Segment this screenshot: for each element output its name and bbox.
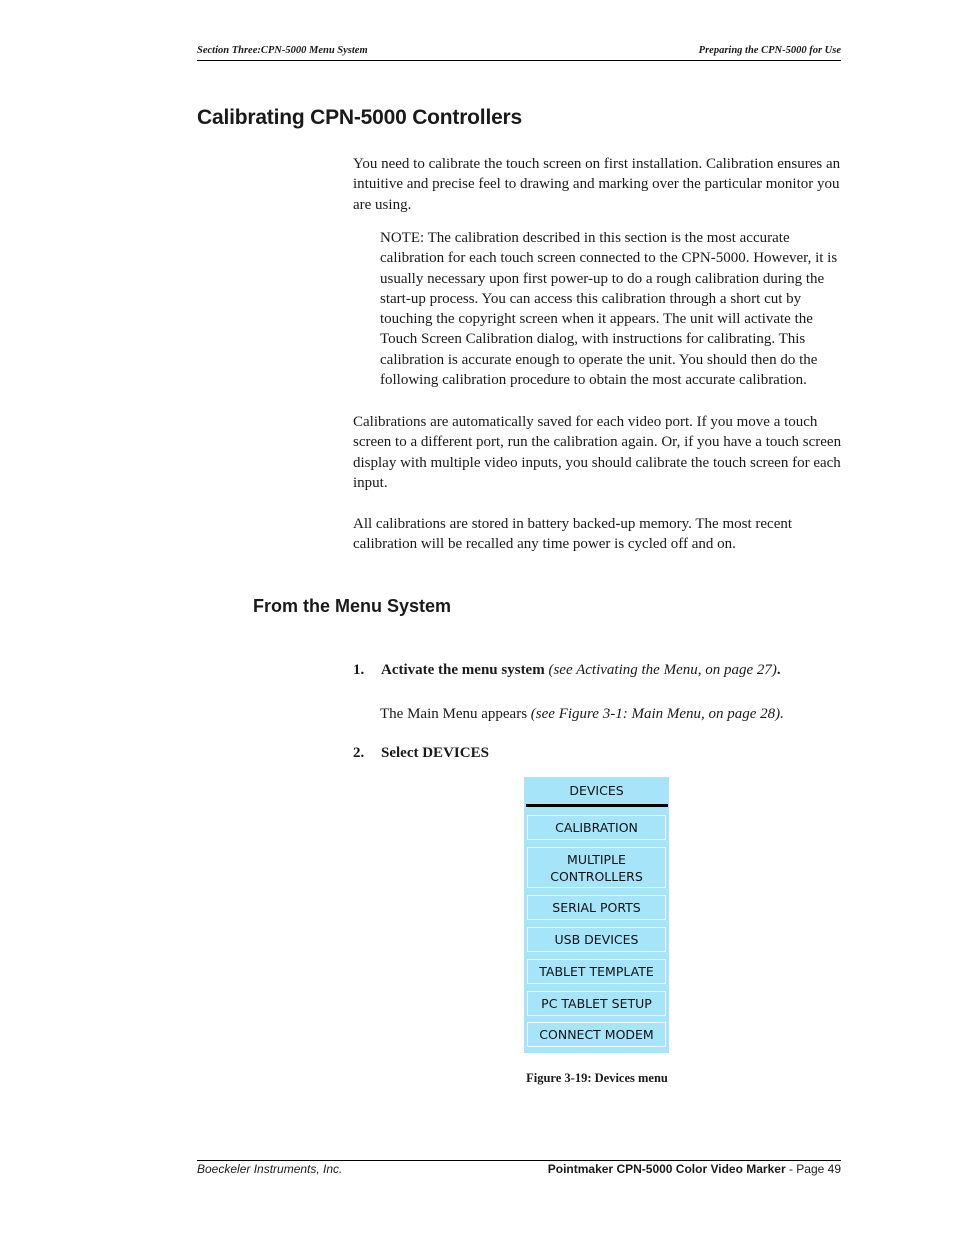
connect-modem-button[interactable]: CONNECT MODEM xyxy=(527,1022,666,1047)
running-footer xyxy=(197,1160,841,1176)
step-reference: (see Activating the Menu, on page 27) xyxy=(548,662,777,678)
step-2 xyxy=(353,743,489,763)
header-section: Section Three:CPN-5000 Menu System xyxy=(197,45,368,56)
result-reference: (see Figure 3-1: Main Menu, on page 28). xyxy=(530,706,784,722)
footer-product-name: Pointmaker CPN-5000 Color Video Marker xyxy=(547,1162,786,1176)
intro-paragraph: You need to calibrate the touch screen on first installation. Calibration ensures an intuitive and precise feel to drawing and marking over the particular monitor you are using. xyxy=(353,156,841,213)
footer-page-number: - Page 49 xyxy=(785,1162,841,1176)
step-text: Select DEVICES xyxy=(381,745,489,761)
section-subtitle: From the Menu System xyxy=(253,596,452,616)
devices-menu-title[interactable]: DEVICES xyxy=(569,783,624,798)
menu-title-divider xyxy=(526,804,668,807)
running-header xyxy=(197,44,841,61)
footer-company: Boeckeler Instruments, Inc. xyxy=(197,1162,343,1176)
footer-product xyxy=(548,1162,841,1176)
saved-paragraph: Calibrations are automatically saved for each video port. If you move a touch screen to a different port, run the calibration again. Or, if you have a touch screen display with multiple video inputs, you should calibrate the touch screen for each input. xyxy=(353,414,842,491)
step-text: Activate the menu system xyxy=(381,662,545,678)
step-1 xyxy=(353,660,781,680)
calibration-button[interactable]: CALIBRATION xyxy=(527,815,666,840)
step-end: . xyxy=(776,662,781,678)
memory-paragraph: All calibrations are stored in battery backed-up memory. The most recent calibration will be recalled any time power is cycled off and on. xyxy=(353,516,793,553)
pc-tablet-setup-button[interactable]: PC TABLET SETUP xyxy=(527,991,666,1016)
note-paragraph: NOTE: The calibration described in this section is the most accurate calibration for each touch screen connected to the CPN-5000. However, it is usually necessary upon first power-up to do a rough calibration during the start-up process. You can access this calibration through a short cut by touching the copyright screen when it appears. The unit will activate the Touch Screen Calibration dialog, with instructions for calibrating. This calibration is accurate enough to operate the unit. You should then do the following calibration procedure to obtain the most accurate calibration. xyxy=(380,230,838,389)
multiple-controllers-button[interactable]: MULTIPLE CONTROLLERS xyxy=(527,847,666,888)
figure-caption: Figure 3-19: Devices menu xyxy=(526,1071,668,1085)
page-title: Calibrating CPN-5000 Controllers xyxy=(197,106,523,129)
devices-menu xyxy=(524,777,669,1053)
usb-devices-button[interactable]: USB DEVICES xyxy=(527,927,666,952)
header-chapter: Preparing the CPN-5000 for Use xyxy=(698,45,841,56)
step-1-result xyxy=(380,704,784,724)
step-number: 2. xyxy=(353,745,365,761)
serial-ports-button[interactable]: SERIAL PORTS xyxy=(527,895,666,920)
tablet-template-button[interactable]: TABLET TEMPLATE xyxy=(527,959,666,984)
result-text: The Main Menu appears xyxy=(380,706,531,722)
step-number: 1. xyxy=(353,662,365,678)
